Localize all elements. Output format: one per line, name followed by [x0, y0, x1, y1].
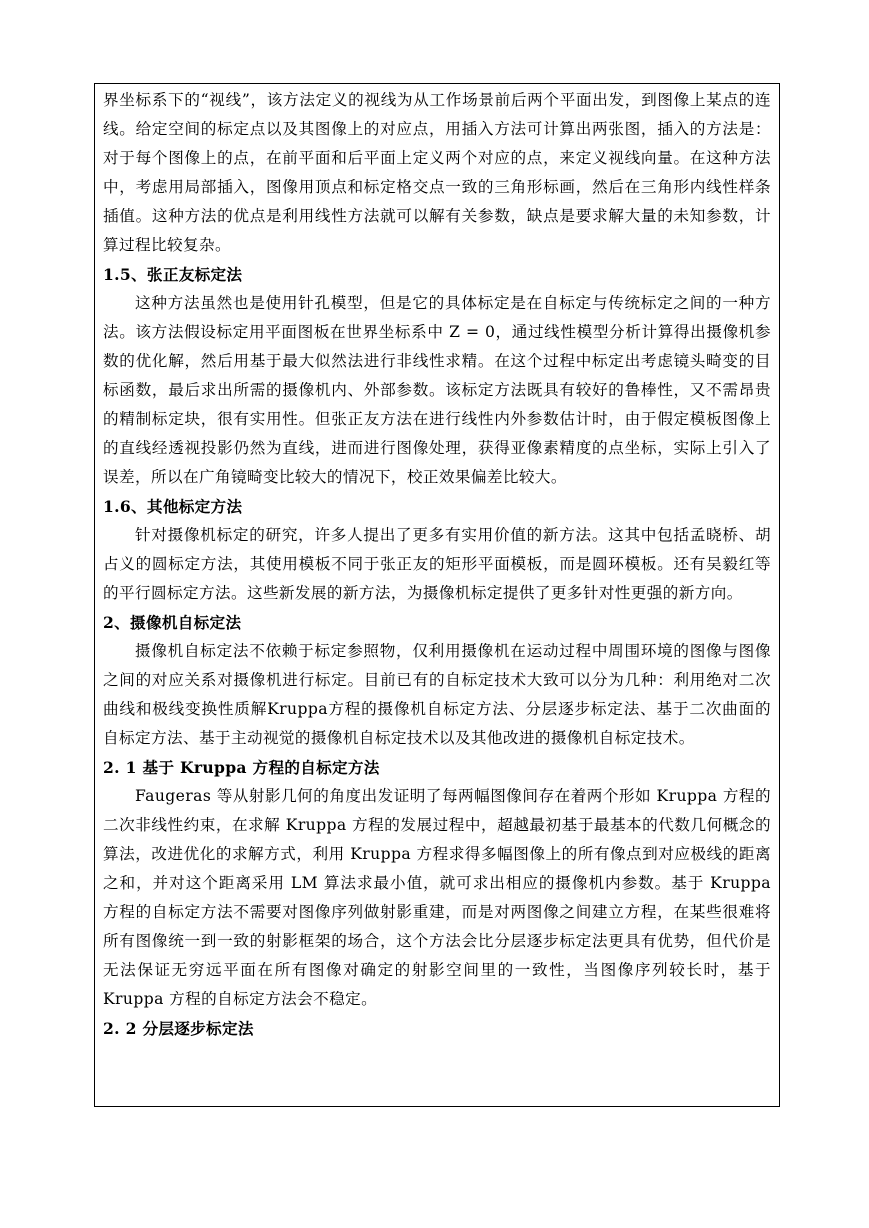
paragraph: 界坐标系下的“视线”，该方法定义的视线为从工作场景前后两个平面出发，到图像上某点的连线。给定空间的标定点以及其图像上的对应点，用插入方法可计算出两张图，插入的方法是：对于每个图像上的点，在前平面和后平面上定义两个对应的点，来定义视线向量。在这种方法中，考虑用局部插入，图像用顶点和标定格交点一致的三角形标画，然后在三角形内线性样条插值。这种方法的优点是利用线性方法就可以解有关参数，缺点是要求解大量的未知参数，计算过程比较复杂。 — [103, 91, 771, 254]
section-heading: 2、摄像机自标定法 — [103, 613, 242, 632]
section-heading: 1.5、张正友标定法 — [103, 265, 243, 284]
section-heading: 2. 1 基于 Kruppa 方程的自标定方法 — [103, 758, 380, 777]
paragraph: Faugeras 等从射影几何的角度出发证明了每两幅图像间存在着两个形如 Kruppa 方程的二次非线性约束，在求解 Kruppa 方程的发展过程中，超越最初基于最基本的代数几何概念的算法，改进优化的求解方式，利用 Kruppa 方程求得多幅图像上的所有像点到对应极线的距离之和，并对这个距离采用 LM 算法求最小值，就可求出相应的摄像机内参数。基于 Kruppa 方程的自标定方法不需要对图像序列做射影重建，而是对两图像之间建立方程，在某些很难将所有图像统一到一致的射影框架的场合，这个方法会比分层逐步标定法更具有优势，但代价是无法保证无穷远平面在所有图像对确定的射影空间里的一致性，当图像序列较长时，基于 Kruppa 方程的自标定方法会不稳定。 — [103, 787, 771, 1008]
document-frame — [94, 83, 780, 1107]
section-heading: 2. 2 分层逐步标定法 — [103, 1019, 254, 1038]
paragraph: 针对摄像机标定的研究，许多人提出了更多有实用价值的新方法。这其中包括孟晓桥、胡占义的圆标定方法，其使用模板不同于张正友的矩形平面模板，而是圆环模板。还有吴毅红等的平行圆标定方法。这些新发展的新方法，为摄像机标定提供了更多针对性更强的新方向。 — [103, 526, 771, 602]
paragraph: 摄像机自标定法不依赖于标定参照物，仅利用摄像机在运动过程中周围环境的图像与图像之间的对应关系对摄像机进行标定。目前已有的自标定技术大致可以分为几种：利用绝对二次曲线和极线变换性质解Kruppa方程的摄像机自标定方法、分层逐步标定法、基于二次曲面的自标定方法、基于主动视觉的摄像机自标定技术以及其他改进的摄像机自标定技术。 — [103, 642, 771, 747]
section-heading: 1.6、其他标定方法 — [103, 497, 243, 516]
paragraph: 这种方法虽然也是使用针孔模型，但是它的具体标定是在自标定与传统标定之间的一种方法。该方法假设标定用平面图板在世界坐标系中 Z = 0，通过线性模型分析计算得出摄像机参数的优化解，然后用基于最大似然法进行非线性求精。在这个过程中标定出考虑镜头畸变的目标函数，最后求出所需的摄像机内、外部参数。该标定方法既具有较好的鲁棒性，又不需昂贵的精制标定块，很有实用性。但张正友方法在进行线性内外参数估计时，由于假定模板图像上的直线经透视投影仍然为直线，进而进行图像处理，获得亚像素精度的点坐标，实际上引入了误差，所以在广角镜畸变比较大的情况下，校正效果偏差比较大。 — [103, 294, 771, 486]
